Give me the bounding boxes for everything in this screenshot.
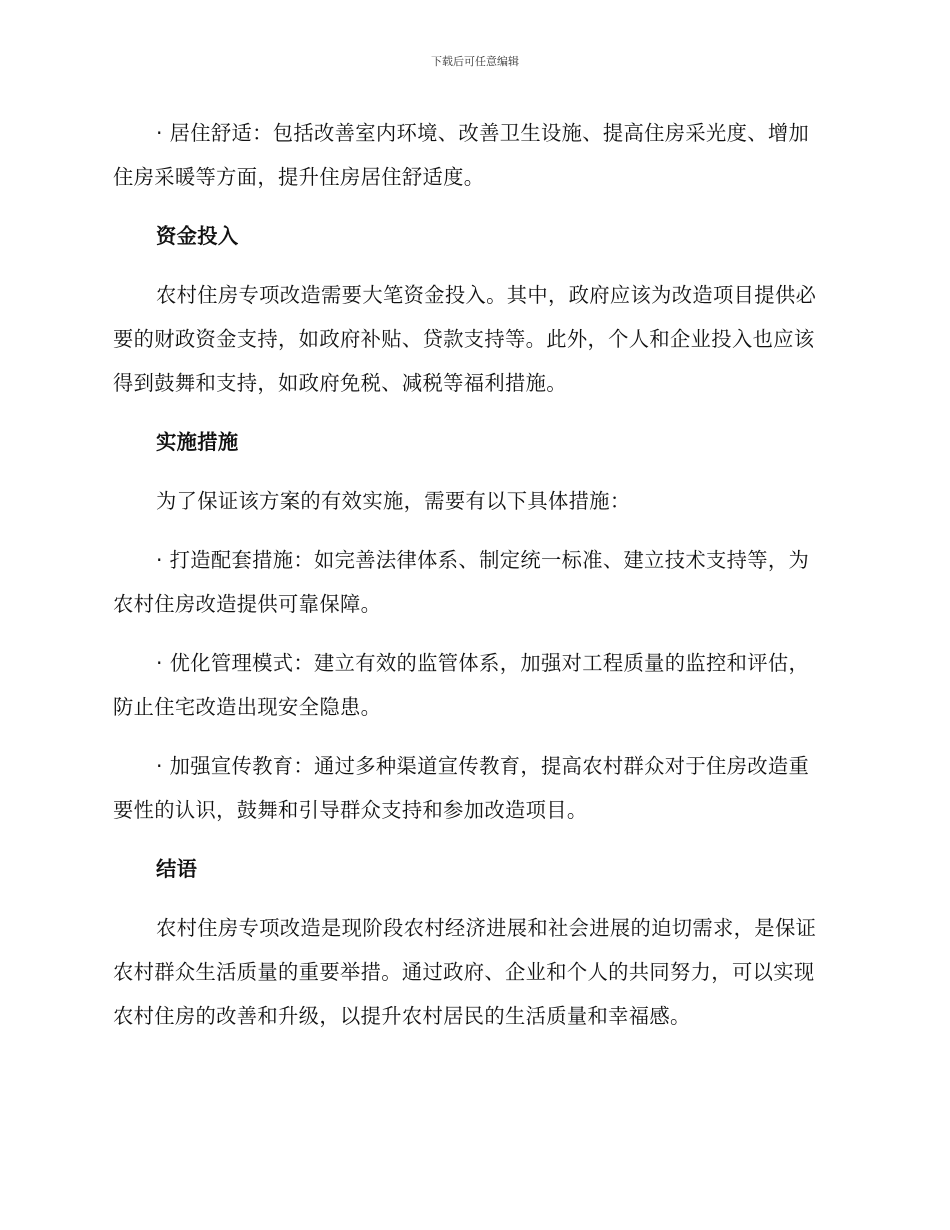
spacer [113,523,829,538]
paragraph-conclusion: 农村住房专项改造是现阶段农村经济进展和社会进展的迫切需求，是保证农村群众生活质量的重要举措。通过政府、企业和个人的共同努力，可以实现农村住房的改善和升级，以提升农村居民的生活质量和幸福感。 [113,916,817,1028]
spacer [113,199,829,214]
spacer [113,405,829,420]
section-heading-conclusion: 结语 [156,857,198,881]
section-heading-implementation: 实施措施 [156,430,239,454]
spacer [113,832,829,847]
section-heading-funding: 资金投入 [156,224,239,248]
bullet-publicity-education: · 加强宣传教育：通过多种渠道宣传教育，提高农村群众对于住房改造重要性的认识，鼓舞和引导群众支持和参加改造项目。 [113,754,810,822]
paragraph-implementation-intro: 为了保证该方案的有效实施，需要有以下具体措施： [156,489,631,513]
document-body [113,111,829,1038]
paragraph-funding: 农村住房专项改造需要大笔资金投入。其中，政府应该为改造项目提供必要的财政资金支持，如政府补贴、贷款支持等。此外，个人和企业投入也应该得到鼓舞和支持，如政府免税、减税等福利措施。 [113,283,817,395]
bullet-management-mode: · 优化管理模式：建立有效的监管体系，加强对工程质量的监控和评估，防止住宅改造出现安全隐患。 [113,651,810,719]
page-header: 下载后可任意编辑 [431,55,519,68]
spacer [113,464,829,479]
paragraph-living-comfort: · 居住舒适：包括改善室内环境、改善卫生设施、提高住房采光度、增加住房采暖等方面，提升住房居住舒适度。 [113,121,810,189]
spacer [113,729,829,744]
spacer [113,626,829,641]
spacer [113,891,829,906]
spacer [113,258,829,273]
bullet-supporting-measures: · 打造配套措施：如完善法律体系、制定统一标准、建立技术支持等，为农村住房改造提供可靠保障。 [113,548,810,616]
